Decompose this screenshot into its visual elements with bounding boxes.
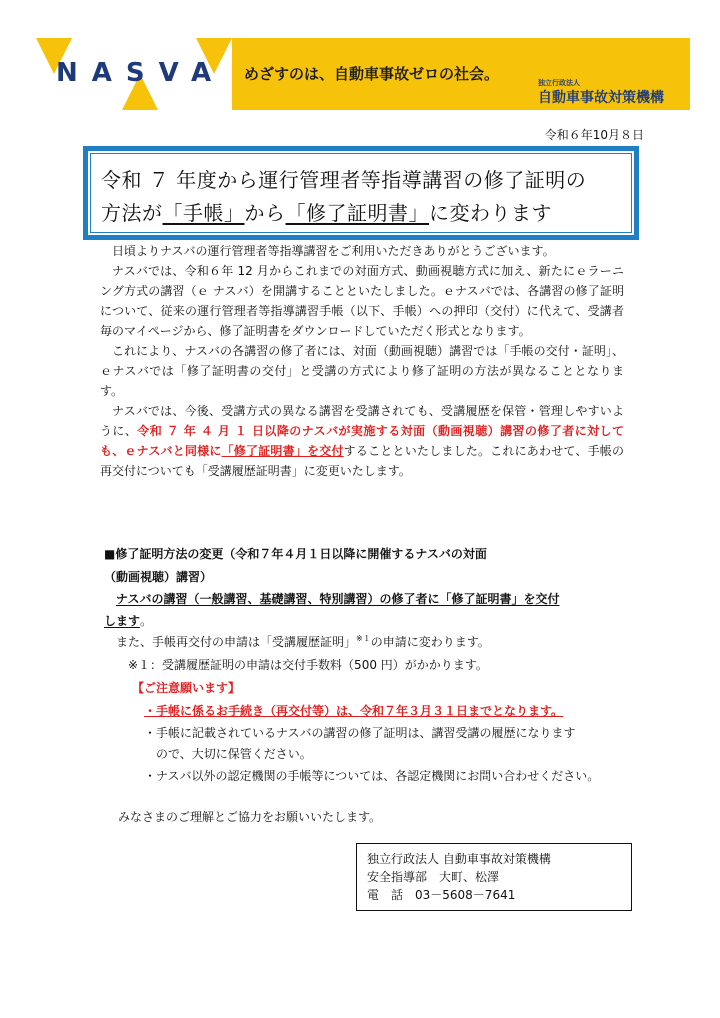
section-statement-cont: [104, 612, 152, 629]
title-part: 方法が: [101, 201, 163, 225]
title-part: から: [244, 201, 286, 225]
notice-title: 【ご注意願います】: [132, 681, 241, 695]
section-heading: ■修了証明方法の変更（令和７年４月１日以降に開催するナスバの対面: [104, 547, 487, 561]
contact-tel: 電 話 03－5608－7641: [367, 888, 516, 902]
fee-note: ※１：受講履歴証明の申請は交付手数料（500 円）がかかります。: [128, 658, 488, 672]
statement-bold: ナスバの講習（一般講習、基礎講習、特別講習）の修了者に「修了証明書」を交付: [116, 592, 560, 606]
contact-org: 独立行政法人 自動車事故対策機構: [367, 852, 551, 866]
change-certificate: 「修了証明書」を交付: [221, 444, 344, 458]
title-underlined-techo: 「手帳」: [162, 201, 245, 225]
reissue-footnote-mark: ※１: [356, 634, 371, 643]
notice-other-orgs: ・ナスバ以外の認定機関の手帳等については、各認定機関にお問い合わせください。: [144, 769, 600, 783]
reissue-note: [116, 633, 490, 650]
section-heading-cont: （動画視聴）講習）: [104, 570, 213, 584]
contact-box: [356, 843, 632, 911]
change-text: ナスバでは、今後、受講方式の異なる講習を受講されても、受講履歴を保管・管理しやすいように、: [100, 404, 624, 438]
paragraph-change: [100, 401, 624, 481]
reissue-text: また、手帳再交付の申請は「受講履歴証明」: [116, 635, 357, 649]
change-highlight: 令和 ７ 年 ４ 月 １ 日以降のナスバが実施する対面（動画視聴）講習の修了者に対しても、ｅナスバと同様に: [100, 424, 624, 458]
title-underlined-certificate: 「修了証明書」: [285, 201, 429, 225]
org-type: 独立行政法人: [538, 79, 580, 87]
body-text: [100, 241, 624, 481]
statement-period: 。: [140, 614, 153, 628]
title-line-1: 令和 ７ 年度から運行管理者等指導講習の修了証明の: [101, 168, 587, 192]
contact-dept: 安全指導部 大町、松澤: [367, 870, 500, 884]
statement-bold-2: します: [104, 614, 141, 628]
paragraph-elearning: ナスバでは、令和６年 12 月からこれまでの対面方式、動画視聴方式に加え、新たにｅラーニング方式の講習（ｅ ナスバ）を開講することといたしました。ｅナスバでは、各講習の修了証明について、従来の運行管理者等指導講習手帳（以下、手帳）への押印（交付）に代えて、受講者毎のマイページから、修了証明書をダウンロードしていただく形式となります。: [100, 264, 624, 338]
title-line-2: [101, 197, 552, 226]
notice-history-cont: ので、大切に保管ください。: [156, 747, 312, 761]
reissue-tail: の申請に変わります。: [370, 635, 490, 649]
logo: NASVA: [56, 58, 226, 88]
paragraph-difference: これにより、ナスバの各講習の修了者には、対面（動画視聴）講習では「手帳の交付・証明」、ｅナスバでは「修了証明書の交付」と受講の方式により修了証明の方法が異なることとなります。: [100, 344, 624, 398]
section-statement: [116, 590, 560, 607]
notice-deadline: ・手帳に係るお手続き（再交付等）は、令和７年３月３１日までとなります。: [144, 704, 564, 718]
title-box: [83, 146, 639, 240]
closing-remark: みなさまのご理解とご協力をお願いいたします。: [118, 810, 382, 824]
change-tail: することといたしました。これにあわせて、手帳の再交付についても「受講履歴証明書」に変更いたします。: [100, 444, 624, 478]
notice-history: ・手帳に記載されているナスバの講習の修了証明は、講習受講の履歴になります: [144, 726, 576, 740]
issue-date: 令和６年10月８日: [544, 128, 644, 142]
slogan: めざすのは、自動車事故ゼロの社会。: [244, 65, 500, 83]
paragraph-greeting: 日頃よりナスバの運行管理者等指導講習をご利用いただきありがとうございます。: [112, 244, 555, 258]
title-part: に変わります: [429, 201, 552, 225]
org-name: 自動車事故対策機構: [538, 90, 664, 106]
